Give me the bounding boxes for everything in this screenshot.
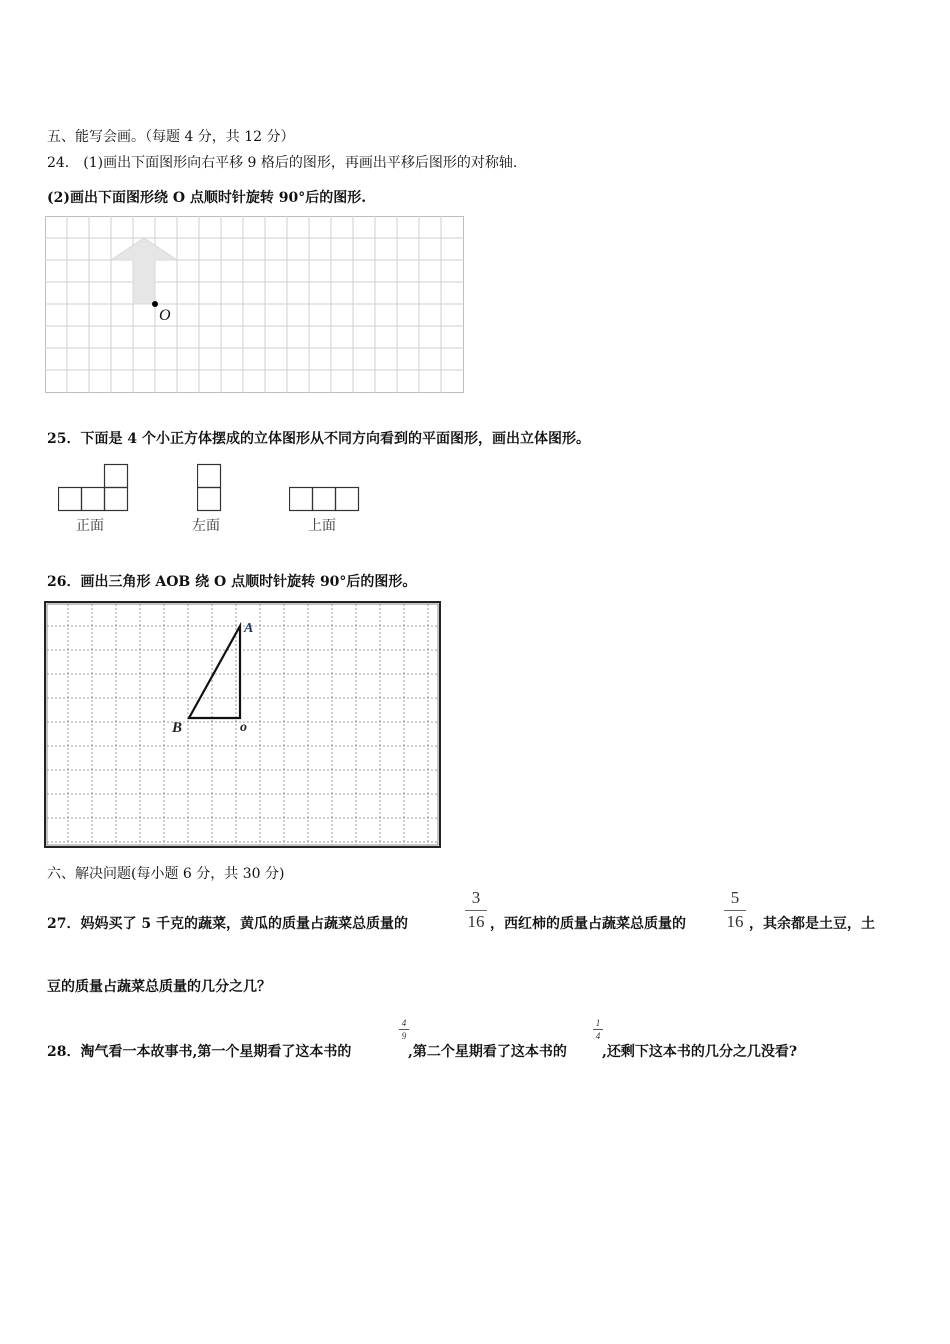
point-o-label: O bbox=[159, 307, 171, 324]
fraction-numerator: 3 bbox=[471, 888, 481, 907]
q24-grid-figure bbox=[45, 216, 465, 394]
question-27-line-2: 豆的质量占蔬菜总质量的几分之几？ bbox=[47, 979, 271, 995]
question-28-part-c: ,还剩下这本书的几分之几没看? bbox=[602, 1044, 798, 1060]
fraction-numerator: 1 bbox=[595, 1018, 601, 1028]
point-o bbox=[152, 301, 158, 307]
question-27-part-a: 27．妈妈买了 5 千克的蔬菜，黄瓜的质量占蔬菜总质量的 bbox=[47, 916, 408, 932]
front-view-label: 正面 bbox=[76, 518, 104, 534]
vertex-b-label: B bbox=[172, 720, 183, 736]
fraction-1-4 bbox=[593, 1018, 603, 1041]
fraction-5-16 bbox=[724, 888, 746, 932]
question-25-text: 25．下面是 4 个小正方体摆成的立体图形从不同方向看到的平面图形，画出立体图形。 bbox=[47, 431, 590, 447]
question-26-text: 26．画出三角形 AOB 绕 O 点顺时针旋转 90°后的图形。 bbox=[47, 574, 417, 590]
front-view-figure bbox=[58, 463, 130, 513]
vertex-a-label: A bbox=[244, 621, 254, 636]
fraction-denominator: 9 bbox=[401, 1031, 407, 1041]
fraction-3-16 bbox=[465, 888, 487, 932]
question-24-part-2: (2)画出下面图形绕 O 点顺时针旋转 90°后的图形. bbox=[47, 190, 367, 206]
fraction-numerator: 5 bbox=[730, 888, 740, 907]
question-28-part-a: 28．淘气看一本故事书,第一个星期看了这本书的 bbox=[47, 1044, 352, 1060]
vertex-o-label: o bbox=[240, 720, 247, 735]
section-6-heading: 六、解决问题(每小题 6 分，共 30 分) bbox=[47, 866, 285, 882]
q26-grid-figure bbox=[44, 601, 442, 849]
fraction-numerator: 4 bbox=[401, 1018, 407, 1028]
question-27-part-c: ，其余都是土豆，土 bbox=[749, 916, 875, 932]
fraction-denominator: 16 bbox=[726, 912, 744, 931]
left-view-figure bbox=[197, 463, 223, 513]
fraction-4-9 bbox=[399, 1018, 409, 1041]
question-28-part-b: ,第二个星期看了这本书的 bbox=[408, 1044, 567, 1060]
fraction-denominator: 16 bbox=[467, 912, 485, 931]
top-view-figure bbox=[289, 486, 361, 513]
question-24-part-1: 24． (1)画出下面图形向右平移 9 格后的图形，再画出平移后图形的对称轴. bbox=[47, 155, 518, 171]
section-5-heading: 五、能写会画。（每题 4 分，共 12 分） bbox=[47, 129, 295, 145]
left-view-label: 左面 bbox=[192, 518, 220, 534]
question-27-part-b: ，西红柿的质量占蔬菜总质量的 bbox=[490, 916, 686, 932]
top-view-label: 上面 bbox=[308, 518, 336, 534]
fraction-denominator: 4 bbox=[595, 1031, 601, 1041]
